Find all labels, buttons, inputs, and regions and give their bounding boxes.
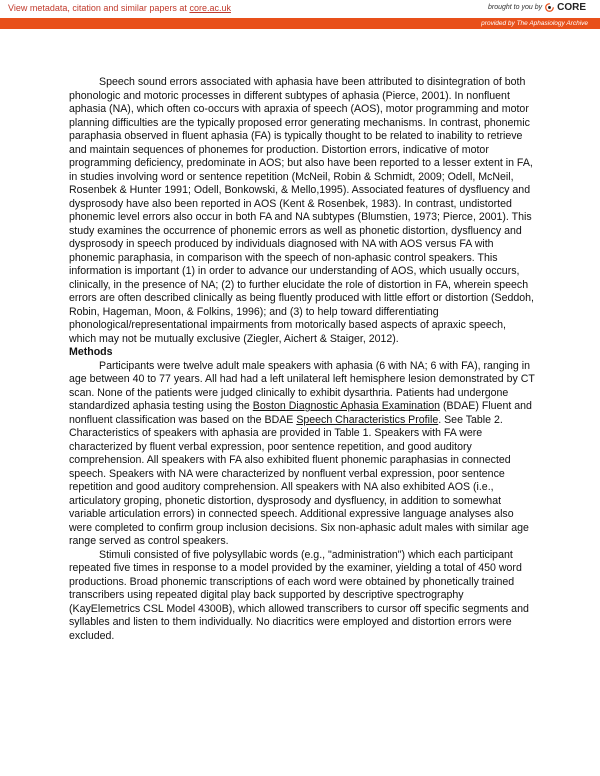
brought-by-text: brought to you by	[488, 4, 543, 11]
core-domain-link[interactable]: core.ac.uk	[189, 3, 231, 13]
core-logo-icon	[545, 3, 554, 12]
metadata-link-text[interactable]: View metadata, citation and similar papers at	[8, 3, 190, 13]
provided-by-text[interactable]: provided by The Aphasiology Archive	[481, 20, 588, 27]
core-logo-text: CORE	[557, 2, 586, 13]
methods-heading: Methods	[69, 346, 113, 358]
brought-by[interactable]	[488, 2, 586, 13]
paragraph-participants	[69, 360, 535, 549]
participants-text-b: (BDAE) Fluent and nonfluent classification was based on the BDAE	[69, 400, 532, 426]
speech-profile-reference: Speech Characteristics Profile	[296, 413, 439, 426]
paragraph-stimuli: Stimuli consisted of five polysyllabic words (e.g., "administration") which each participant repeated five times in response to a model provided by the examiner, yielding a total of 450 word productions. Broad phonemic transcriptions of each word were obtained by phonetically trained transcribers using repeated digital play back supported by descriptive spectrography (KayElemetrics CSL Model 4300B), which allowed transcribers to cursor off specific segments and syllables and listen to them individually. No diacritics were employed and distortion errors were excluded.	[69, 548, 529, 642]
core-metadata-link[interactable]	[8, 3, 231, 13]
core-header-bar	[0, 0, 600, 30]
participants-text-a: Participants were twelve adult male speakers with aphasia (6 with NA; 6 with FA), ranging in age between 40 to 77 years. All had had a left unilateral left hemisphere lesion demonstrated by CT scan. None of the patients were judged clinically to exhibit dysarthria. Patients had undergone standardized aphasia testing using the	[69, 359, 535, 412]
paragraph-intro: Speech sound errors associated with aphasia have been attributed to disintegration of both phonologic and motoric processes in different subtypes of aphasia (Pierce, 2001). In nonfluent aphasia (NA), which often co-occurs with apraxia of speech (AOS), motor programming and motor planning difficulties are the typically proposed error generating mechanisms. In contrast, phonemic paraphasia observed in fluent aphasia (FA) is typically thought to be related to inability to retrieve and maintain sequences of phonemes for production. Distortion errors, indicative of motor programming deficiency, predominate in AOS; but also have been reported to a lesser extent in FA, in studies involving word or sentence repetition (McNeil, Robin & Schmidt, 2009; Odell, McNeil, Rosenbek & Hunter 1991; Odell, Bonkowski, & Mello,1995). Associated features of dysfluency and dysprosody have also been reported in AOS (Kent & Rosenbek, 1983). In contrast, undistorted phonemic level errors also occur in both FA and NA subtypes (Blumstien, 1973; Pierce, 2001). This study examines the occurrence of phonemic errors as well as phonetic distortion, dysfluency and dysprosody in speech produced by individuals diagnosed with NA with AOS versus FA with phonemic paraphasia, in comparison with the speech of non-aphasic control speakers. This information is important (1) in order to advance our understanding of AOS, which usually occurs, clinically, in the presence of NA; (2) to further elucidate the role of distortion in FA, wherein speech errors are often described clinically as being fluently produced with little effort or distortion (Seddoh, Robin, Hageman, Moon, & Folkins, 1996); and (3) to help toward differentiating phonological/representational impairments from motorically based aspects of apraxic speech, which may not be mutually exclusive (Ziegler, Aichert & Staiger, 2012).	[69, 76, 534, 345]
participants-text-c: . See Table 2. Characteristics of speakers with aphasia are provided in Table 1. Speakers with FA were characterized by fluent verbal expression, poor sentence repetition, and good auditory comprehension. All speakers with FA also exhibited fluent phonemic paraphasias in connected speech. Speakers with NA were characterized by nonfluent verbal expression, poor sentence repetition and good auditory comprehension. All speakers with NA also exhibited AOS (i.e., articulatory groping, phonetic distortion, dysprosody and dysfluency, in addition to somewhat variable articulation errors) in connected speech. Additional expressive language analyses also were completed to confirm group inclusion decisions. Six non-aphasic adult males with similar age range served as control speakers.	[69, 413, 529, 547]
provided-by-banner[interactable]	[0, 18, 600, 29]
document-body	[69, 76, 535, 643]
core-top-strip	[0, 0, 600, 18]
bdae-reference: Boston Diagnostic Aphasia Examination	[252, 400, 441, 412]
